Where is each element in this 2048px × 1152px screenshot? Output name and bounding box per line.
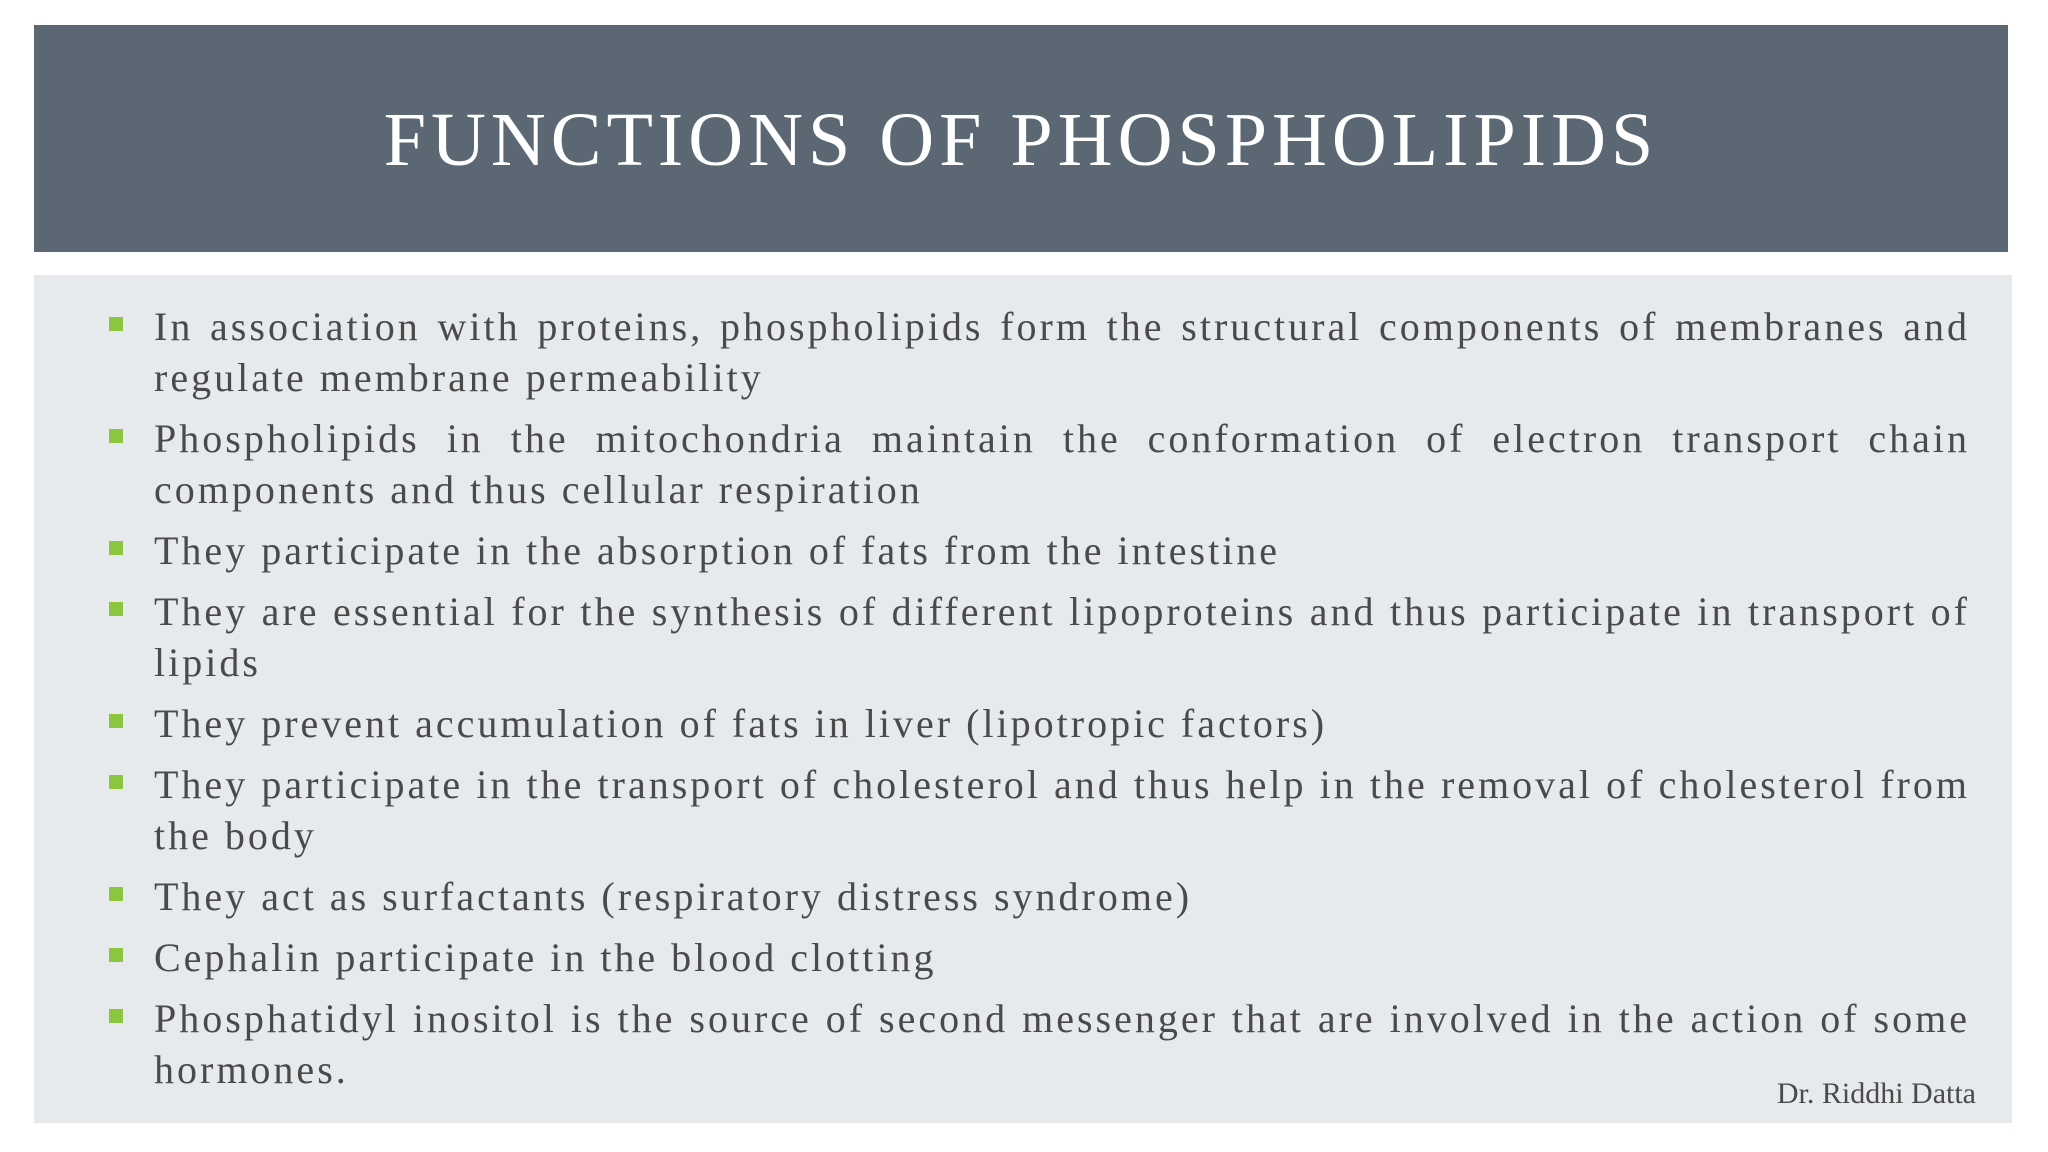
bullet-item: [154, 932, 1970, 983]
slide-title: FUNCTIONS OF PHOSPHOLIPIDS: [383, 98, 1659, 182]
bullet-item: [154, 871, 1970, 922]
bullet-text: Cephalin participate in the blood clotting: [154, 935, 937, 980]
bullet-text: Phosphatidyl inositol is the source of second messenger that are involved in the action of some hormones.: [154, 996, 1970, 1092]
bullet-text: Phospholipids in the mitochondria maintain the conformation of electron transport chain components and thus cellular respiration: [154, 416, 1970, 512]
square-bullet-icon: [109, 1009, 123, 1023]
square-bullet-icon: [109, 541, 123, 555]
bullet-item: [154, 525, 1970, 576]
bullet-text: They are essential for the synthesis of different lipoproteins and thus participate in transport of lipids: [154, 589, 1970, 685]
bullet-item: [154, 301, 1970, 403]
square-bullet-icon: [109, 775, 123, 789]
bullet-item: [154, 698, 1970, 749]
bullet-text: They participate in the transport of cholesterol and thus help in the removal of cholesterol from the body: [154, 762, 1970, 858]
bullet-item: [154, 586, 1970, 688]
content-panel: [34, 275, 2012, 1123]
square-bullet-icon: [109, 317, 123, 331]
author-credit: Dr. Riddhi Datta: [1776, 1077, 1976, 1110]
bullet-text: They participate in the absorption of fats from the intestine: [154, 528, 1281, 573]
bullet-list: [154, 301, 1970, 1105]
bullet-text: They prevent accumulation of fats in liver (lipotropic factors): [154, 701, 1328, 746]
bullet-item: [154, 993, 1970, 1095]
bullet-text: They act as surfactants (respiratory distress syndrome): [154, 874, 1193, 919]
square-bullet-icon: [109, 887, 123, 901]
title-banner: [34, 25, 2008, 252]
square-bullet-icon: [109, 602, 123, 616]
square-bullet-icon: [109, 429, 123, 443]
bullet-item: [154, 759, 1970, 861]
square-bullet-icon: [109, 714, 123, 728]
bullet-text: In association with proteins, phospholipids form the structural components of membranes and regulate membrane permeability: [154, 304, 1970, 400]
square-bullet-icon: [109, 948, 123, 962]
bullet-item: [154, 413, 1970, 515]
